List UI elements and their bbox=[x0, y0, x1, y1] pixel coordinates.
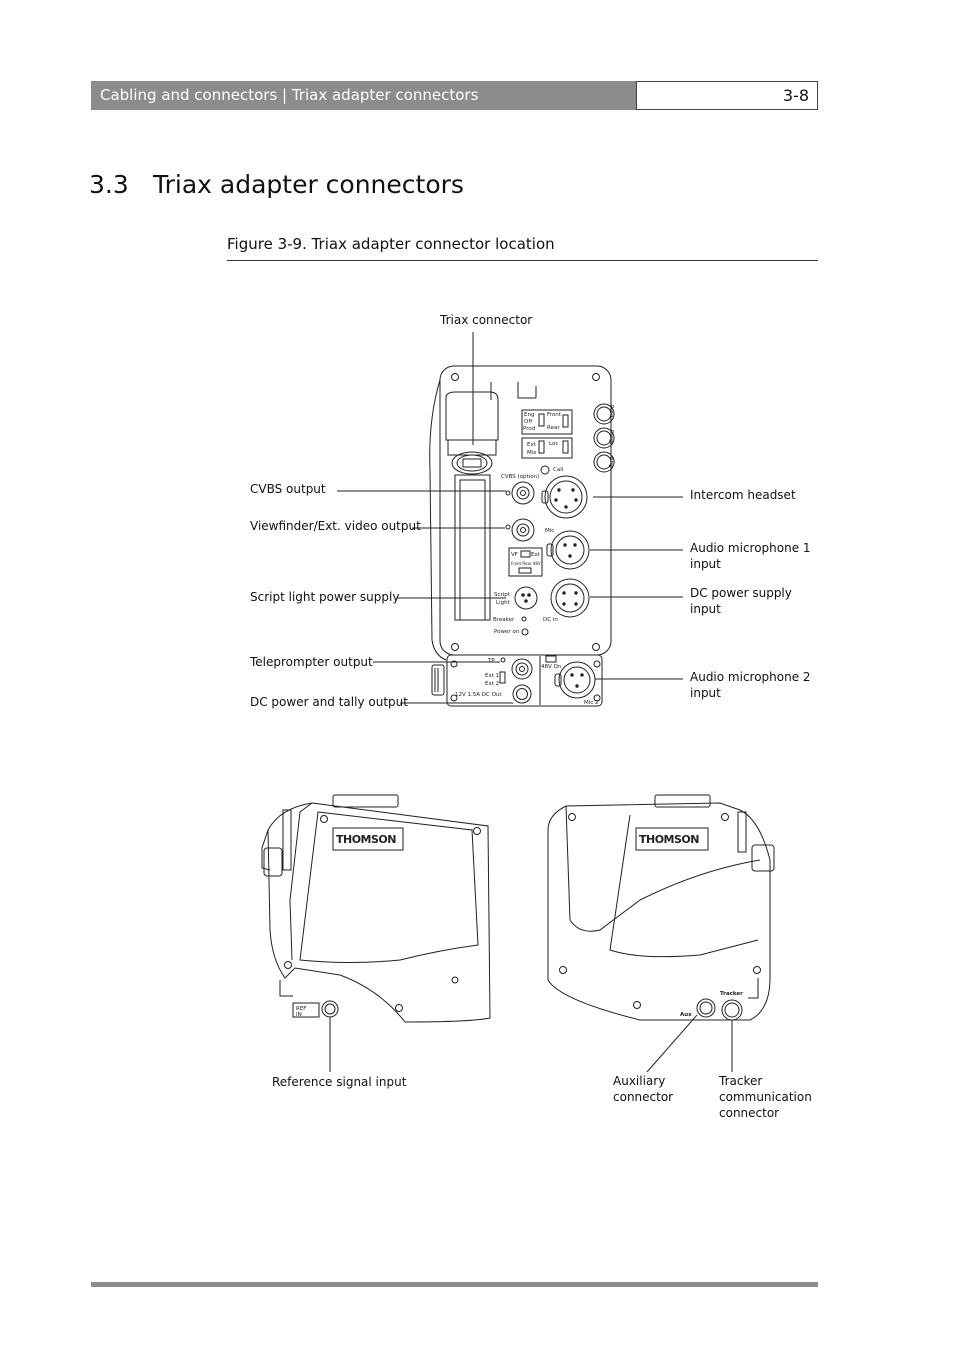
label-call: Call bbox=[553, 467, 564, 473]
callout-audio-mic1-line2: input bbox=[690, 557, 721, 571]
page-number: 3-8 bbox=[636, 81, 818, 110]
label-48v-on: 48V On bbox=[541, 664, 562, 670]
callout-audio-mic2-line2: input bbox=[690, 686, 721, 700]
callout-teleprompter-output: Teleprompter output bbox=[250, 655, 373, 669]
label-side-eng: Eng bbox=[608, 457, 614, 468]
callout-auxiliary-line2: connector bbox=[613, 1090, 674, 1104]
label-eng: Eng bbox=[524, 412, 535, 418]
label-tp: TP bbox=[488, 658, 495, 664]
callout-tracker-line3: connector bbox=[719, 1106, 780, 1120]
callout-intercom-headset: Intercom headset bbox=[690, 488, 796, 502]
callout-reference-signal: Reference signal input bbox=[272, 1075, 407, 1089]
footer-bar bbox=[91, 1282, 818, 1287]
label-in: IN bbox=[296, 1012, 302, 1018]
label-tracker: Tracker bbox=[720, 991, 743, 997]
label-ext: Ext bbox=[527, 442, 536, 448]
label-dc-out: 12V 1.5A DC Out bbox=[455, 692, 502, 698]
figure-caption: Figure 3-9. Triax adapter connector location bbox=[227, 235, 818, 261]
callout-dc-power-tally: DC power and tally output bbox=[250, 695, 408, 709]
section-title-text: Triax adapter connectors bbox=[153, 170, 464, 199]
callout-audio-mic2-line1: Audio microphone 2 bbox=[690, 670, 811, 684]
label-side-progr: Progr bbox=[608, 430, 614, 445]
label-rear: Rear bbox=[547, 425, 560, 431]
label-loc: Loc bbox=[549, 441, 559, 447]
label-ext-1: Ext 1 bbox=[485, 673, 500, 679]
label-mix: Mix bbox=[527, 450, 537, 456]
label-ref: REF bbox=[296, 1006, 307, 1012]
label-dc-in: DC in bbox=[543, 617, 558, 623]
label-off: Off bbox=[524, 419, 533, 425]
label-ext-vf: Ext bbox=[531, 552, 540, 558]
callout-viewfinder-output: Viewfinder/Ext. video output bbox=[250, 519, 421, 533]
brand-logo-right: THOMSON bbox=[639, 833, 699, 846]
label-light: Light bbox=[496, 600, 510, 606]
callout-cvbs-output: CVBS output bbox=[250, 482, 326, 496]
label-ext-2: Ext 2 bbox=[485, 681, 500, 687]
brand-logo-left: THOMSON bbox=[336, 833, 396, 846]
label-side-prod: Prod bbox=[608, 405, 614, 418]
label-power-on: Power on bbox=[494, 629, 520, 635]
label-mic-2: Mic 2 bbox=[584, 700, 599, 706]
label-mic: Mic bbox=[545, 528, 555, 534]
callout-tracker-line1: Tracker bbox=[719, 1074, 763, 1088]
callout-dc-power-input-line2: input bbox=[690, 602, 721, 616]
callout-dc-power-input-line1: DC power supply bbox=[690, 586, 792, 600]
callout-script-light: Script light power supply bbox=[250, 590, 400, 604]
callout-tracker-line2: communication bbox=[719, 1090, 812, 1104]
label-cvbs-option: CVBS (option) bbox=[501, 474, 540, 480]
label-front-rear-48v: Front Rear 48V bbox=[511, 561, 541, 566]
callout-audio-mic1-line1: Audio microphone 1 bbox=[690, 541, 811, 555]
label-breaker: Breaker bbox=[493, 617, 515, 623]
callout-triax-connector: Triax connector bbox=[440, 313, 533, 327]
callout-auxiliary-line1: Auxiliary bbox=[613, 1074, 666, 1088]
rear-panel-outline bbox=[440, 366, 611, 655]
label-script: Script bbox=[494, 592, 510, 598]
section-number: 3.3 bbox=[89, 170, 129, 199]
label-vf: VF bbox=[511, 552, 518, 558]
header-title: Cabling and connectors | Triax adapter connectors bbox=[91, 81, 636, 110]
label-front: Front bbox=[547, 412, 561, 418]
label-prod: Prod bbox=[523, 426, 536, 432]
label-aux: Aux bbox=[680, 1012, 692, 1018]
